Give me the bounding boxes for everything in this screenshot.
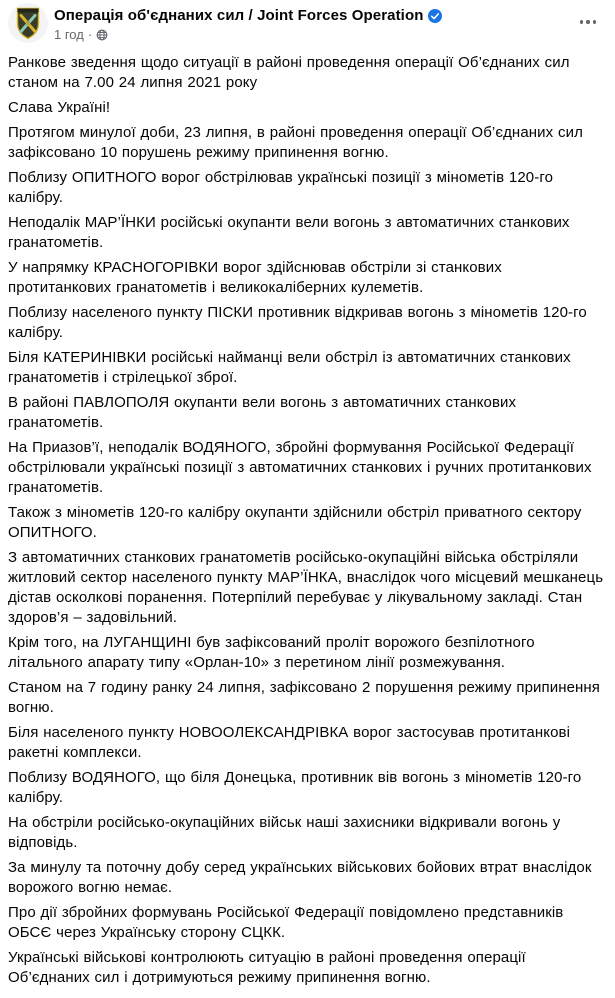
timestamp-row	[54, 26, 442, 43]
header-meta	[54, 3, 442, 43]
timestamp-link[interactable]: 1 год	[54, 27, 84, 42]
joint-forces-emblem-icon	[8, 3, 48, 43]
post-paragraph: Поблизу населеного пункту ПІСКИ противник відкривав вогонь з мінометів 120-го калібру.	[8, 304, 587, 341]
post-paragraph: За минулу та поточну добу серед українських військових бойових втрат внаслідок ворожого вогню немає.	[8, 859, 592, 896]
post-options-button[interactable]	[572, 10, 604, 34]
post-paragraph: Поблизу ВОДЯНОГО, що біля Донецька, противник вів вогонь з мінометів 120-го калібру.	[8, 769, 582, 806]
post-paragraph: Ранкове зведення щодо ситуації в районі проведення операції Об’єднаних сил станом на 7.00 24 липня 2021 року	[8, 54, 570, 91]
post-paragraph: Про дії збройних формувань Російської Федерації повідомлено представників ОБСЄ через Українську сторону СЦКК.	[8, 904, 564, 941]
post-paragraph: Станом на 7 годину ранку 24 липня, зафіксовано 2 порушення режиму припинення вогню.	[8, 679, 601, 716]
post-paragraph: Крім того, на ЛУГАНЩИНІ був зафіксований проліт ворожого безпілотного літального апарату типу «Орлан-10» з перетином лінії розмежування.	[8, 634, 535, 671]
post-paragraph: Також з мінометів 120-го калібру окупанти здійснили обстріл приватного сектору ОПИТНОГО.	[8, 504, 582, 541]
post-paragraph: Біля КАТЕРИНІВКИ російські найманці вели обстріл із автоматичних станкових гранатометів і стрілецької зброї.	[8, 349, 571, 386]
post-paragraph: Поблизу ОПИТНОГО ворог обстрілював українські позиції з мінометів 120-го калібру.	[8, 169, 554, 206]
page-name-row	[54, 6, 442, 25]
post-paragraph: Неподалік МАР’ЇНКИ російські окупанти вели вогонь з автоматичних станкових гранатометів.	[8, 214, 570, 251]
post-paragraph: Біля населеного пункту НОВООЛЕКСАНДРІВКА ворог застосував протитанкові ракетні комплекси.	[8, 724, 571, 761]
post-text	[8, 53, 606, 988]
post-paragraph: Українські військові контролюють ситуацію в районі проведення операції Об’єднаних сил і дотримуються режиму припинення вогню.	[8, 949, 526, 986]
globe-public-icon	[96, 29, 108, 41]
post-paragraph: На обстріли російсько-окупаційних військ наші захисники відкривали вогонь у відповідь.	[8, 814, 561, 851]
separator-dot: ·	[87, 27, 93, 42]
post-paragraph: В районі ПАВЛОПОЛЯ окупанти вели вогонь з автоматичних станкових гранатометів.	[8, 394, 517, 431]
page-avatar[interactable]	[8, 3, 48, 43]
ellipsis-dot	[586, 20, 590, 24]
post-paragraph: Протягом минулої доби, 23 липня, в районі проведення операції Об’єднаних сил зафіксовано 10 порушень режиму припинення вогню.	[8, 124, 583, 161]
post-paragraph: Слава Україні!	[8, 99, 111, 116]
page-name-link[interactable]: Операція об'єднаних сил / Joint Forces Operation	[54, 7, 424, 24]
ellipsis-dot	[593, 20, 597, 24]
post-paragraph: З автоматичних станкових гранатометів російсько-окупаційні війська обстріляли житловий сектор населеного пункту МАР’ЇНКА, внаслідок чого місцевий мешканець дістав осколкові поранення. Потерпілий перебуває у лікувальному закладі. Стан здоров’я – задовільний.	[8, 549, 604, 626]
post-paragraph: На Приазов’ї, неподалік ВОДЯНОГО, збройні формування Російської Федерації обстрілювали українські позиції з автоматичних станкових і ручних протитанкових гранатометів.	[8, 439, 592, 496]
post-header	[8, 2, 606, 48]
ellipsis-dot	[580, 20, 584, 24]
verified-badge-icon	[428, 9, 442, 23]
post-paragraph: У напрямку КРАСНОГОРІВКИ ворог здійснював обстріли зі станкових протитанкових гранатометів і великокаліберних кулеметів.	[8, 259, 502, 296]
